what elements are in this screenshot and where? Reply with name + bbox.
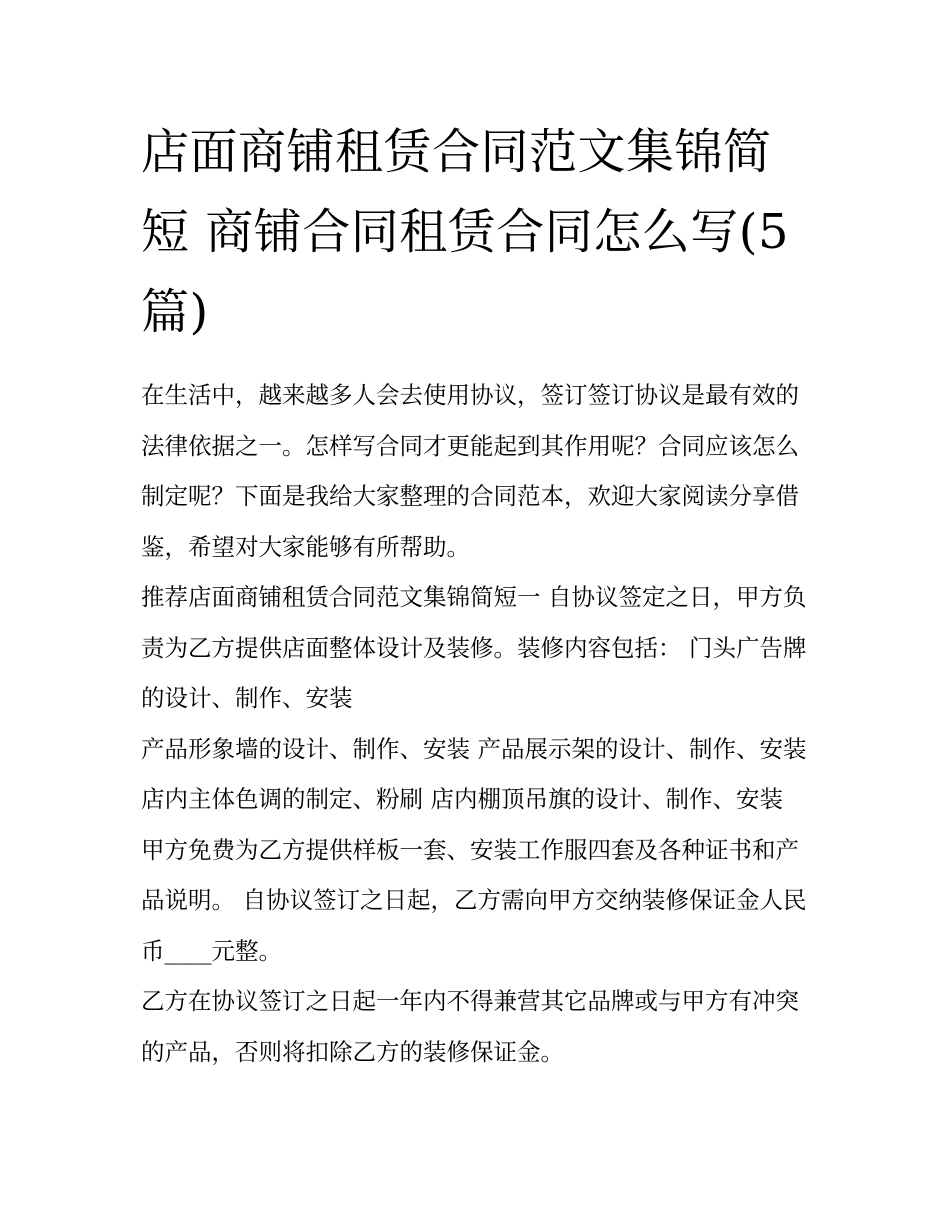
design-items-paragraph: 产品形象墙的设计、制作、安装 产品展示架的设计、制作、安装 店内主体色调的制定、粉刷 店内棚顶吊旗的设计、制作、安装 — [141, 734, 807, 813]
document-page — [141, 112, 813, 1077]
intro-paragraph: 在生活中，越来越多人会去使用协议，签订签订协议是最有效的法律依据之一。怎样写合同才更能起到其作用呢？合同应该怎么制定呢？下面是我给大家整理的合同范本，欢迎大家阅读分享借鉴，希望对大家能够有所帮助。 — [141, 381, 799, 561]
document-title: 店面商铺租赁合同范文集锦简短 商铺合同租赁合同怎么写(5篇) — [141, 124, 790, 340]
deposit-paragraph: 甲方免费为乙方提供样板一套、安装工作服四套及各种证书和产品说明。 自协议签订之日起，乙方需向甲方交纳装修保证金人民币____元整。 — [141, 835, 807, 965]
exclusivity-paragraph: 乙方在协议签订之日起一年内不得兼营其它品牌或与甲方有冲突的产品，否则将扣除乙方的装修保证金。 — [141, 987, 799, 1066]
contract-intro-paragraph: 推荐店面商铺租赁合同范文集锦简短一 自协议签定之日，甲方负责为乙方提供店面整体设计及装修。装修内容包括： 门头广告牌的设计、制作、安装 — [141, 583, 807, 712]
